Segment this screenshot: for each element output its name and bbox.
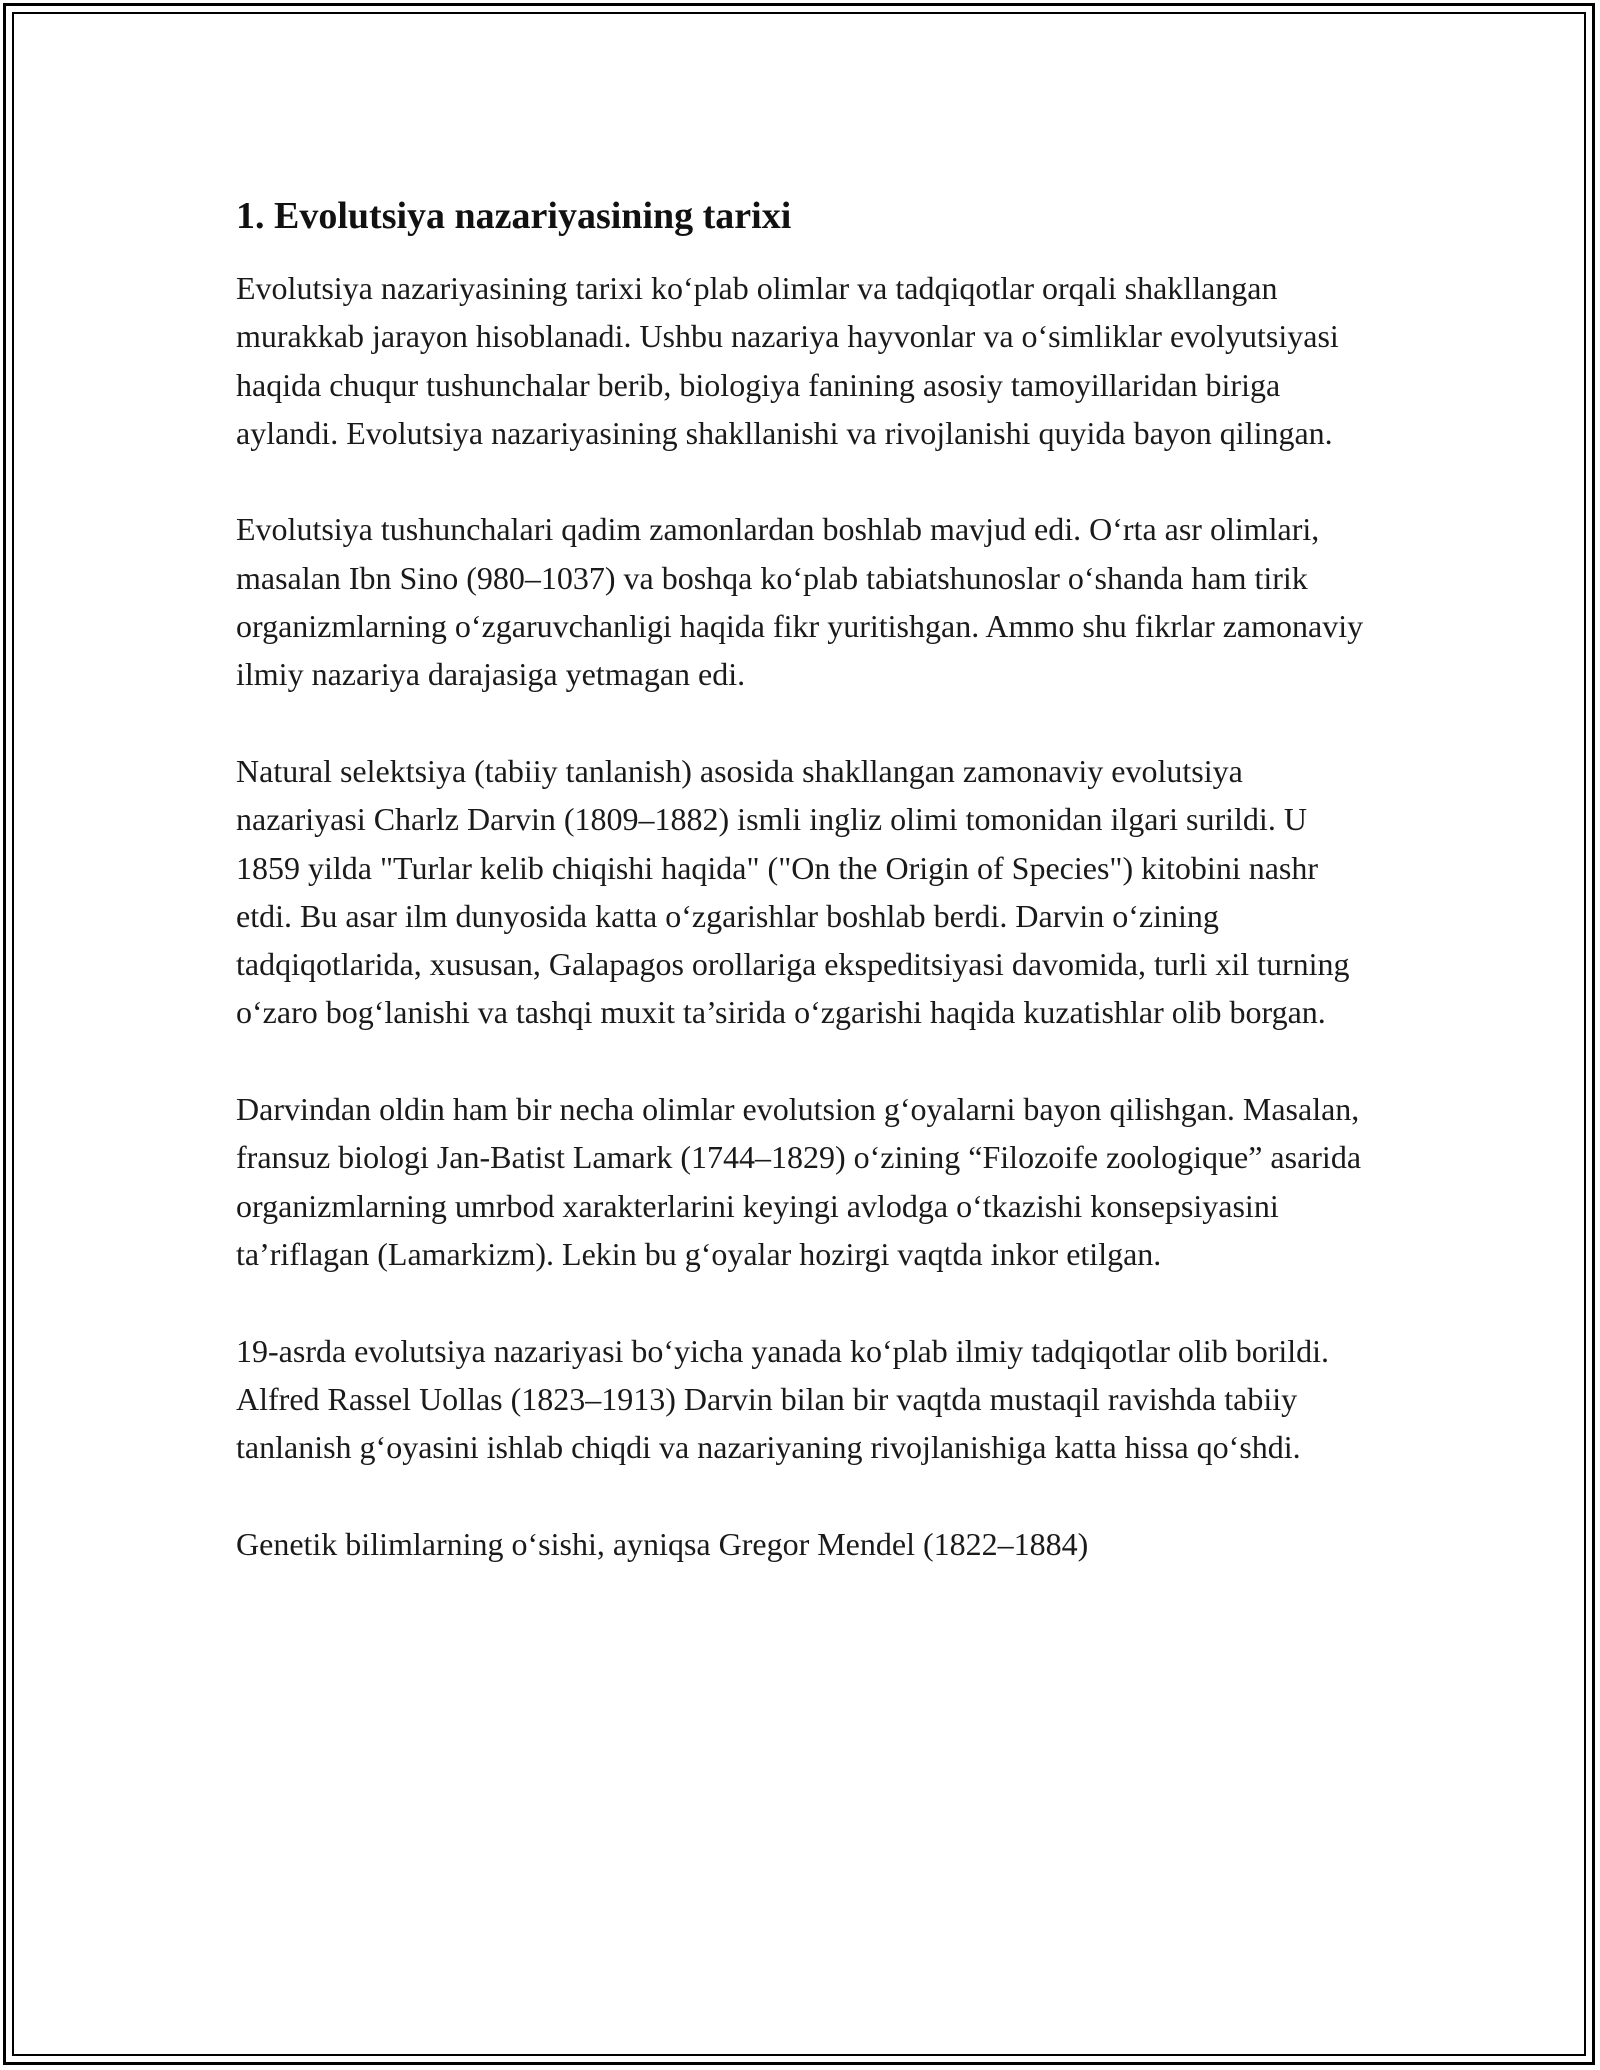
paragraph-lamarck: Darvindan oldin ham bir necha olimlar evolutsion g‘oyalarni bayon qilishgan. Masalan, fransuz biologi Jan-Batist Lamark (1744–1829) o‘zining “Filozoife zoologique” asarida organizmlarning umrbod xarakterlarini keyingi avlodga o‘tkazishi konsepsiyasini ta’riflagan (Lamarkizm). Lekin bu g‘oyalar hozirgi vaqtda inkor etilgan.: [236, 1091, 1362, 1272]
section-heading: 1. Evolutsiya nazariyasining tarixi: [236, 195, 792, 237]
paragraph-mendel: Genetik bilimlarning o‘sishi, ayniqsa Gregor Mendel (1822–1884): [236, 1525, 1089, 1562]
paragraph-wallace: 19-asrda evolutsiya nazariyasi bo‘yicha yanada ko‘plab ilmiy tadqiqotlar olib borildi. Alfred Rassel Uollas (1823–1913) Darvin bilan bir vaqtda mustaqil ravishda tabiiy tanlanish g‘oyasini ishlab chiqdi va nazariyaning rivojlanishiga katta hissa qo‘shdi.: [236, 1332, 1330, 1466]
paragraph-intro: Evolutsiya nazariyasining tarixi ko‘plab olimlar va tadqiqotlar orqali shakllangan murakkab jarayon hisoblanadi. Ushbu nazariya hayvonlar va o‘simliklar evolyutsiyasi haqida chuqur tushunchalar berib, biologiya fanining asosiy tamoyillaridan biriga aylandi. Evolutsiya nazariyasining shakllanishi va rivojlanishi quyida bayon qilingan.: [236, 270, 1339, 451]
paragraph-darwin: Natural selektsiya (tabiiy tanlanish) asosida shakllangan zamonaviy evolutsiya nazariyasi Charlz Darvin (1809–1882) ismli ingliz olimi tomonidan ilgari surildi. U 1859 yilda "Turlar kelib chiqishi haqida" ("On the Origin of Species") kitobini nashr etdi. Bu asar ilm dunyosida katta o‘zgarishlar boshlab berdi. Darvin o‘zining tadqiqotlarida, xususan, Galapagos orollariga ekspeditsiyasi davomida, turli xil turning o‘zaro bog‘lanishi va tashqi muxit ta’sirida o‘zgarishi haqida kuzatishlar olib borgan.: [236, 752, 1350, 1031]
paragraph-early-ideas: Evolutsiya tushunchalari qadim zamonlardan boshlab mavjud edi. O‘rta asr olimlari, masalan Ibn Sino (980–1037) va boshqa ko‘plab tabiatshunoslar o‘shanda ham tirik organizmlarning o‘zgaruvchanligi haqida fikr yuritishgan. Ammo shu fikrlar zamonaviy ilmiy nazariya darajasiga yetmagan edi.: [236, 511, 1364, 693]
document-body: [236, 186, 1366, 1616]
